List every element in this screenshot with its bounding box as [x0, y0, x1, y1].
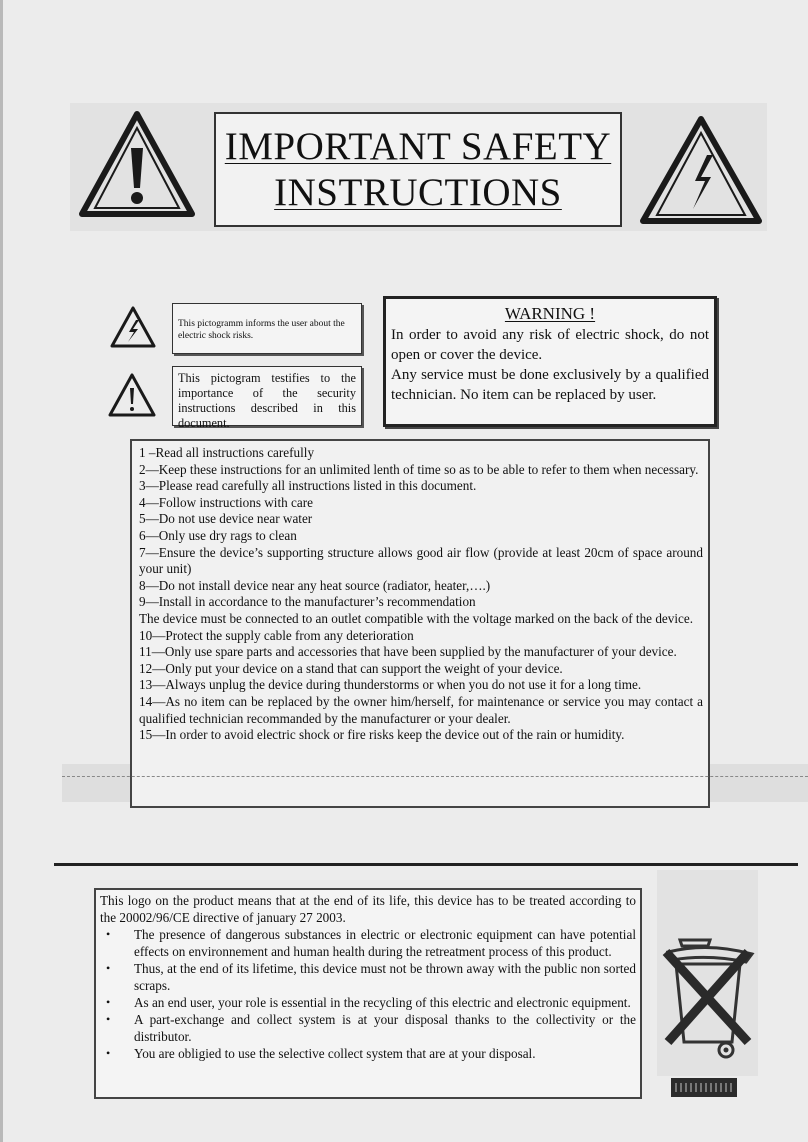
recycling-bullets: [100, 926, 636, 1062]
page-edge: [0, 0, 3, 1142]
warning-line-1: In order to avoid any risk of electric shock, do not open or cover the device.: [391, 327, 709, 363]
list-item: The device must be connected to an outlet compatible with the voltage marked on the back of the device.: [139, 610, 694, 626]
recycling-intro: This logo on the product means that at the end of its life, this device has to be treated according to the 20002/96/CE directive of january 27 2003.: [100, 893, 636, 925]
list-item: • You are obligied to use the selective collect system that are at your disposal.: [100, 1045, 636, 1062]
high-voltage-icon: [637, 113, 765, 227]
list-item: 15—In order to avoid electric shock or fire risks keep the device out of the rain or humidity.: [139, 727, 625, 743]
shock-pictogram-note: This pictogramm informs the user about the electric shock risks.: [172, 303, 362, 354]
shock-pictogram-icon: [109, 305, 157, 349]
list-item: 11—Only use spare parts and accessories that have been supplied by the manufacturer of your device.: [139, 644, 677, 660]
list-item: 14—As no item can be replaced by the owner him/herself, for maintenance or service you may contact a qualified technician recommanded by the manufacturer or your dealer.: [139, 693, 703, 726]
list-item: 8—Do not install device near any heat source (radiator, heater,….): [139, 577, 491, 593]
list-item: 13—Always unplug the device during thunderstorms or when you do not use it for a long time.: [139, 677, 642, 693]
list-item: 4—Follow instructions with care: [139, 494, 313, 510]
scan-dash-line: [62, 776, 808, 777]
list-item: 3—Please read carefully all instructions listed in this document.: [139, 478, 477, 494]
list-item: 9—Install in accordance to the manufacturer’s recommendation: [139, 594, 476, 610]
list-item: 6—Only use dry rags to clean: [139, 527, 297, 543]
recycling-box: [94, 888, 642, 1099]
exclamation-pictogram-icon: [107, 372, 157, 418]
list-item: • A part-exchange and collect system is at your disposal thanks to the collectivity or the distributor.: [100, 1011, 636, 1045]
product-stamp: [671, 1078, 737, 1097]
title-line-2: INSTRUCTIONS: [274, 171, 562, 214]
list-item: 2—Keep these instructions for an unlimited lenth of time so as to be able to refer to them when necessary.: [139, 461, 699, 477]
list-item: 7—Ensure the device’s supporting structure allows good air flow (provide at least 20cm of space around your unit): [139, 544, 703, 577]
list-item: 5—Do not use device near water: [139, 511, 313, 527]
list-item: • The presence of dangerous substances in electric or electronic equipment can have potential effects on environnement and human health during the retreatment process of this product.: [100, 926, 636, 960]
warning-line-2: Any service must be done exclusively by a qualified technician. No item can be replaced by user.: [391, 367, 709, 403]
section-divider: [54, 863, 798, 866]
title-line-1: IMPORTANT SAFETY: [224, 125, 612, 168]
list-item: 12—Only put your device on a stand that can support the weight of your device.: [139, 660, 563, 676]
instructions-list: [130, 439, 710, 808]
security-pictogram-note: This pictogram testifies to the importance of the security instructions described in this document.: [172, 366, 362, 426]
list-item: • Thus, at the end of its lifetime, this device must not be thrown away with the public non sorted scraps.: [100, 960, 636, 994]
warning-title: WARNING !: [504, 304, 596, 323]
warning-box: [383, 296, 717, 427]
exclamation-warning-icon: [76, 108, 198, 220]
safety-title-box: [214, 112, 622, 227]
crossed-out-bin-icon: [660, 930, 756, 1062]
list-item: 1 –Read all instructions carefully: [139, 445, 315, 460]
list-item: 10—Protect the supply cable from any deterioration: [139, 627, 414, 643]
list-item: • As an end user, your role is essential in the recycling of this electric and electronic equipment.: [100, 994, 636, 1011]
